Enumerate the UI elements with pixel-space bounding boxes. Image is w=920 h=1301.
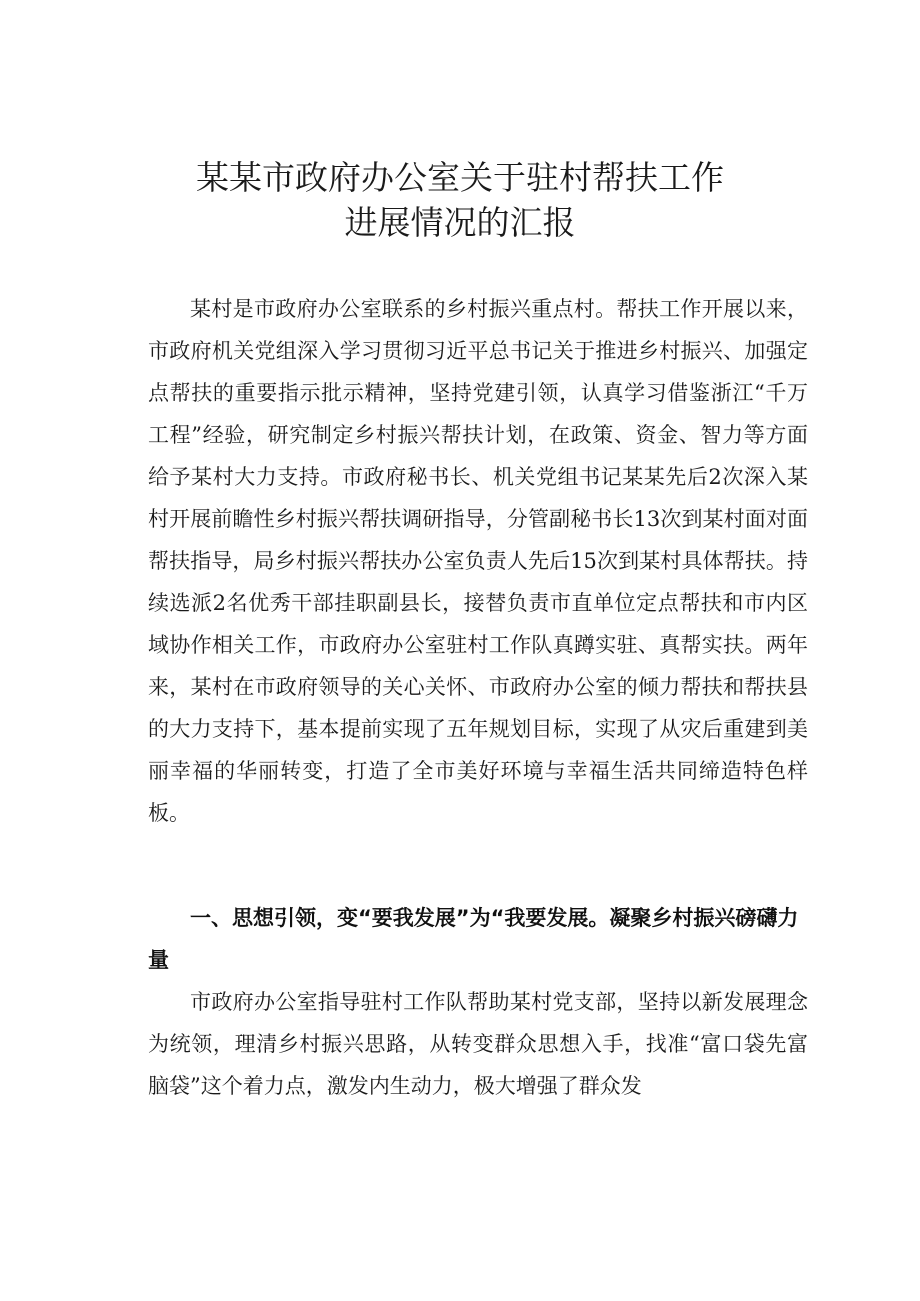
intro-paragraph: 某村是市政府办公室联系的乡村振兴重点村。帮扶工作开展以来，市政府机关党组深入学习贯彻习近平总书记关于推进乡村振兴、加强定点帮扶的重要指示批示精神，坚持党建引领，认真学习借鉴浙江“千万工程”经验，研究制定乡村振兴帮扶计划，在政策、资金、智力等方面给予某村大力支持。市政府秘书长、机关党组书记某某先后2次深入某村开展前瞻性乡村振兴帮扶调研指导，分管副秘书长13次到某村面对面帮扶指导，局乡村振兴帮扶办公室负责人先后15次到某村具体帮扶。持续选派2名优秀干部挂职副县长，接替负责市直单位定点帮扶和市内区域协作相关工作，市政府办公室驻村工作队真蹲实驻、真帮实扶。两年来，某村在市政府领导的关心关怀、市政府办公室的倾力帮扶和帮扶县的大力支持下，基本提前实现了五年规划目标，实现了从灾后重建到美丽幸福的华丽转变，打造了全市美好环境与幸福生活共同缔造特色样板。 [148,297,808,825]
document-title-line1: 某某市政府办公室关于驻村帮扶工作 [196,158,724,197]
document-title-line2: 进展情况的汇报 [344,203,576,242]
section-heading-1: 一、思想引领，变“要我发展”为“我要发展。凝聚乡村振兴磅礴力量 [148,906,799,972]
section1-paragraph: 市政府办公室指导驻村工作队帮助某村党支部，坚持以新发展理念为统领，理清乡村振兴思路，从转变群众思想入手，找准“富口袋先富脑袋”这个着力点，激发内生动力，极大增强了群众发 [148,990,808,1098]
